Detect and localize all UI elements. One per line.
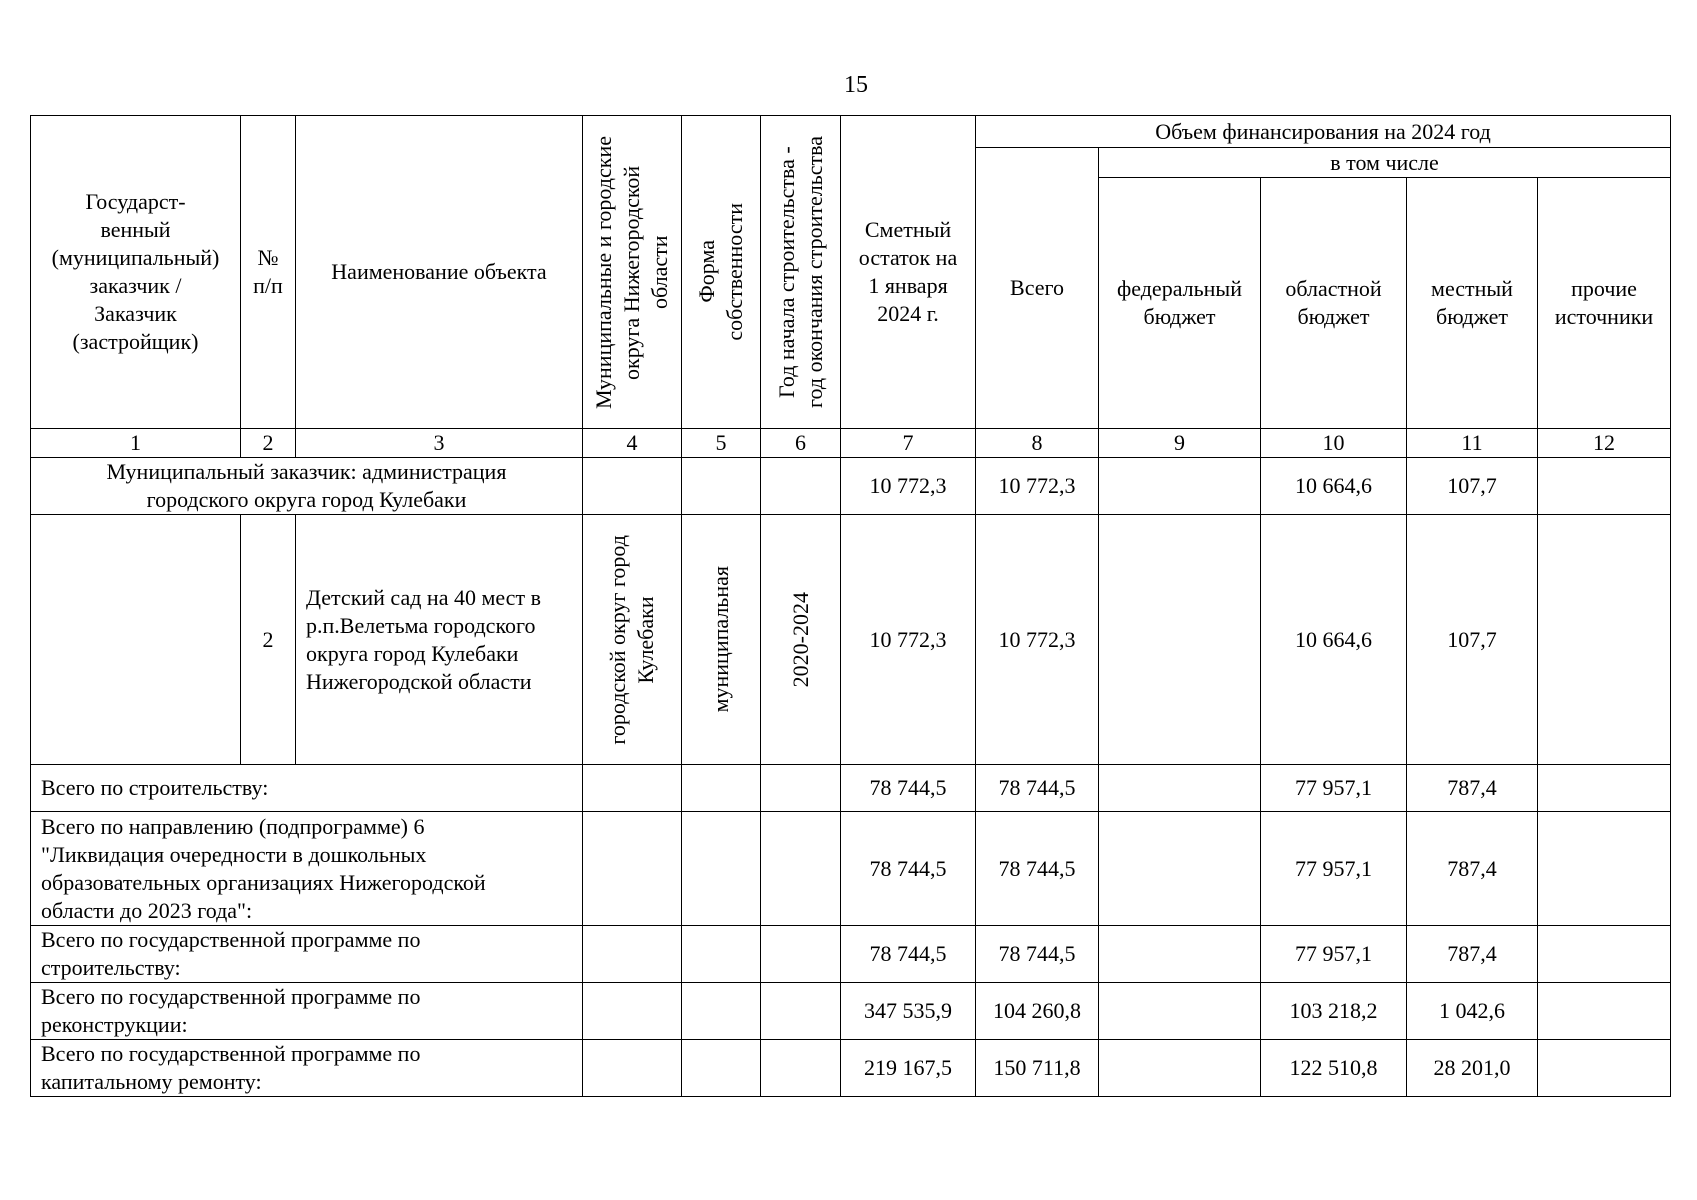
- cell-federal: [1099, 983, 1261, 1040]
- header-local: местный бюджет: [1407, 178, 1538, 429]
- col-num: 9: [1099, 429, 1261, 458]
- cell-total: 78 744,5: [976, 812, 1099, 926]
- cell-object-name: Детский сад на 40 мест в р.п.Велетьма городского округа город Кулебаки Нижегородской области: [296, 515, 583, 765]
- cell-regional: 77 957,1: [1261, 765, 1407, 812]
- cell-local: 107,7: [1407, 515, 1538, 765]
- header-including: в том числе: [1099, 148, 1671, 178]
- header-regional: областной бюджет: [1261, 178, 1407, 429]
- cell-total: 10 772,3: [976, 458, 1099, 515]
- total-label: Всего по государственной программе по строительству:: [31, 926, 583, 983]
- cell-construction-years: 2020-2024: [761, 515, 841, 765]
- customer-row: [31, 458, 1671, 515]
- object-row: [31, 515, 1671, 765]
- financing-table: [30, 115, 1671, 1097]
- cell-other: [1538, 458, 1671, 515]
- total-row-subprogram: [31, 812, 1671, 926]
- cell-regional: 77 957,1: [1261, 926, 1407, 983]
- cell-ownership: муниципальная: [682, 515, 761, 765]
- col-num: 4: [583, 429, 682, 458]
- total-label: Всего по государственной программе по реконструкции:: [31, 983, 583, 1040]
- cell-other: [1538, 765, 1671, 812]
- cell-other: [1538, 812, 1671, 926]
- header-other: прочие источники: [1538, 178, 1671, 429]
- col-num: 12: [1538, 429, 1671, 458]
- cell-estimate: 78 744,5: [841, 926, 976, 983]
- cell-number: 2: [241, 515, 296, 765]
- total-row-construction: [31, 765, 1671, 812]
- cell-regional: 77 957,1: [1261, 812, 1407, 926]
- cell-total: 78 744,5: [976, 765, 1099, 812]
- total-row-program-capital-repair: [31, 1040, 1671, 1097]
- cell-total: 10 772,3: [976, 515, 1099, 765]
- cell-local: 28 201,0: [1407, 1040, 1538, 1097]
- cell-federal: [1099, 765, 1261, 812]
- header-number: № п/п: [241, 116, 296, 429]
- cell-estimate: 10 772,3: [841, 458, 976, 515]
- cell-other: [1538, 983, 1671, 1040]
- cell-local: 1 042,6: [1407, 983, 1538, 1040]
- col-num: 3: [296, 429, 583, 458]
- cell-total: 150 711,8: [976, 1040, 1099, 1097]
- customer-label: Муниципальный заказчик: администрация городского округа город Кулебаки: [31, 458, 583, 515]
- cell-total: 104 260,8: [976, 983, 1099, 1040]
- total-label: Всего по направлению (подпрограмме) 6 "Ликвидация очередности в дошкольных образовательных организациях Нижегородской области до 2023 года":: [31, 812, 583, 926]
- col-num: 10: [1261, 429, 1407, 458]
- total-label: Всего по государственной программе по капитальному ремонту:: [31, 1040, 583, 1097]
- cell-federal: [1099, 515, 1261, 765]
- cell-total: 78 744,5: [976, 926, 1099, 983]
- cell-local: 107,7: [1407, 458, 1538, 515]
- cell-federal: [1099, 926, 1261, 983]
- col-num: 8: [976, 429, 1099, 458]
- col-num: 2: [241, 429, 296, 458]
- col-num: 6: [761, 429, 841, 458]
- col-num: 5: [682, 429, 761, 458]
- cell-estimate: 78 744,5: [841, 812, 976, 926]
- total-label: Всего по строительству:: [31, 765, 583, 812]
- header-municipal-district: Муниципальные и городские округа Нижегородской области: [583, 116, 682, 429]
- header-federal: федеральный бюджет: [1099, 178, 1261, 429]
- cell-estimate: 347 535,9: [841, 983, 976, 1040]
- header-customer: Государст- венный (муниципальный) заказчик / Заказчик (застройщик): [31, 116, 241, 429]
- header-total: Всего: [976, 148, 1099, 429]
- header-ownership: Форма собственности: [682, 116, 761, 429]
- cell-municipal-district: городской округ город Кулебаки: [583, 515, 682, 765]
- header-object-name: Наименование объекта: [296, 116, 583, 429]
- header-estimate-balance: Сметный остаток на 1 января 2024 г.: [841, 116, 976, 429]
- total-row-program-reconstruction: [31, 983, 1671, 1040]
- cell-other: [1538, 926, 1671, 983]
- header-financing: Объем финансирования на 2024 год: [976, 116, 1671, 148]
- cell-federal: [1099, 1040, 1261, 1097]
- cell-local: 787,4: [1407, 765, 1538, 812]
- cell-estimate: 10 772,3: [841, 515, 976, 765]
- cell-regional: 103 218,2: [1261, 983, 1407, 1040]
- cell-local: 787,4: [1407, 926, 1538, 983]
- cell-regional: 10 664,6: [1261, 515, 1407, 765]
- header-construction-years: Год начала строительства - год окончания строительства: [761, 116, 841, 429]
- cell-other: [1538, 1040, 1671, 1097]
- col-num: 1: [31, 429, 241, 458]
- cell-federal: [1099, 812, 1261, 926]
- cell-estimate: 78 744,5: [841, 765, 976, 812]
- cell-other: [1538, 515, 1671, 765]
- col-num: 11: [1407, 429, 1538, 458]
- col-num: 7: [841, 429, 976, 458]
- cell-federal: [1099, 458, 1261, 515]
- total-row-program-construction: [31, 926, 1671, 983]
- cell-regional: 10 664,6: [1261, 458, 1407, 515]
- cell-estimate: 219 167,5: [841, 1040, 976, 1097]
- page-number: 15: [844, 72, 868, 98]
- column-numbers-row: [31, 429, 1671, 458]
- cell-local: 787,4: [1407, 812, 1538, 926]
- cell-regional: 122 510,8: [1261, 1040, 1407, 1097]
